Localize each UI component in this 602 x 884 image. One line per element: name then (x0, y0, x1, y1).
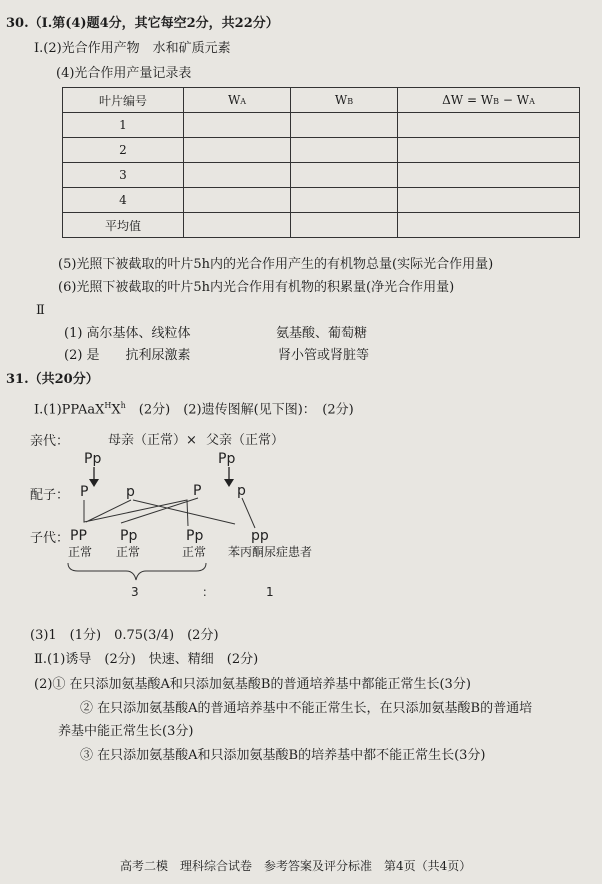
mother-arrow-head (89, 479, 99, 487)
leaf-number-cell: 2 (63, 138, 184, 163)
father-arrow-head (224, 479, 234, 487)
gametes-label: 配子： (30, 488, 70, 503)
q30-header: 30.（Ⅰ.第(4)题4分，其它每空2分，共22分） (6, 16, 279, 31)
father-genotype: Pp (218, 451, 236, 467)
gamete-cross-lines (84, 498, 255, 528)
q30-part2-label: Ⅱ (36, 303, 45, 318)
mother-label: 母亲（正常）× (108, 433, 197, 448)
table-header-cell: ΔW = WB − WA (398, 88, 580, 113)
q31-header: 31.（共20分） (6, 372, 99, 387)
q30-p2-answer1b: 氨基酸、葡萄糖 (276, 326, 368, 341)
q30-p2-answer1a: (1) 高尔基体、线粒体 (64, 326, 191, 341)
normal-offspring-brace (68, 563, 206, 580)
leaf-number-cell: 4 (63, 188, 184, 213)
offspring-phenotype: 苯丙酮尿症患者 (228, 545, 313, 559)
offspring-label: 子代： (30, 531, 70, 546)
offspring-phenotype: 正常 (68, 545, 93, 559)
page-footer: 高考二模 理科综合试卷 参考答案及评分标准 第4页（共4页） (120, 859, 472, 873)
offspring-genotype: Pp (120, 528, 138, 544)
leaf-number-cell: 3 (63, 163, 184, 188)
ratio-affected: 1 (266, 585, 274, 599)
offspring-genotype: pp (251, 528, 269, 544)
q31-line3: (3)1 (1分) 0.75(3/4) (2分) (30, 628, 219, 643)
q30-p2-answer2b: 肾小管或肾脏等 (278, 348, 370, 363)
leaf-number-cell: 1 (63, 113, 184, 138)
father-label: 父亲（正常） (206, 433, 285, 448)
gamete: P (80, 484, 89, 500)
offspring-phenotype: 正常 (182, 545, 207, 559)
average-label-cell: 平均值 (63, 213, 184, 238)
q31-p2-line5: ③ 在只添加氨基酸A和只添加氨基酸B的培养基中都不能正常生长(3分) (80, 748, 486, 763)
ratio-normal: 3 (131, 585, 139, 599)
q31-p2-line3: ② 在只添加氨基酸A的普通培养基中不能正常生长，在只添加氨基酸B的普通培 (80, 701, 533, 716)
gamete: p (237, 483, 246, 499)
q30-line6: (6)光照下被截取的叶片5h内光合作用有机物的积累量(净光合作用量) (58, 280, 455, 295)
mother-genotype: Pp (84, 451, 102, 467)
q31-p2-line4: 养基中能正常生长(3分) (58, 724, 194, 739)
offspring-genotype: PP (70, 528, 87, 544)
offspring-phenotype: 正常 (116, 545, 141, 559)
offspring-genotype: Pp (186, 528, 204, 544)
gamete: p (126, 484, 135, 500)
q31-p2-line2: (2)① 在只添加氨基酸A和只添加氨基酸B的普通培养基中都能正常生长(3分) (34, 677, 471, 692)
gamete: P (193, 483, 202, 499)
q30-line5: (5)光照下被截取的叶片5h内的光合作用产生的有机物总量(实际光合作用量) (58, 257, 494, 272)
q30-p2-answer2a: (2) 是 抗利尿激素 (64, 348, 191, 363)
ratio-colon: ： (202, 585, 215, 599)
table-header-cell: WA (184, 88, 291, 113)
q30-table-caption: (4)光合作用产量记录表 (56, 66, 192, 81)
q30-line1: Ⅰ.(2)光合作用产物 水和矿质元素 (34, 41, 231, 56)
parents-label: 亲代： (30, 434, 70, 449)
q31-p2-line1: Ⅱ.(1)诱导 (2分) 快速、精细 (2分) (34, 652, 259, 667)
table-header-cell: 叶片编号 (63, 88, 184, 113)
q31-line1: $Ⅰ.(1)PPAaX^HX^h$ (2分) (2)遗传图解(见下图)： (2分) (34, 401, 354, 418)
table-header-cell: WB (291, 88, 398, 113)
